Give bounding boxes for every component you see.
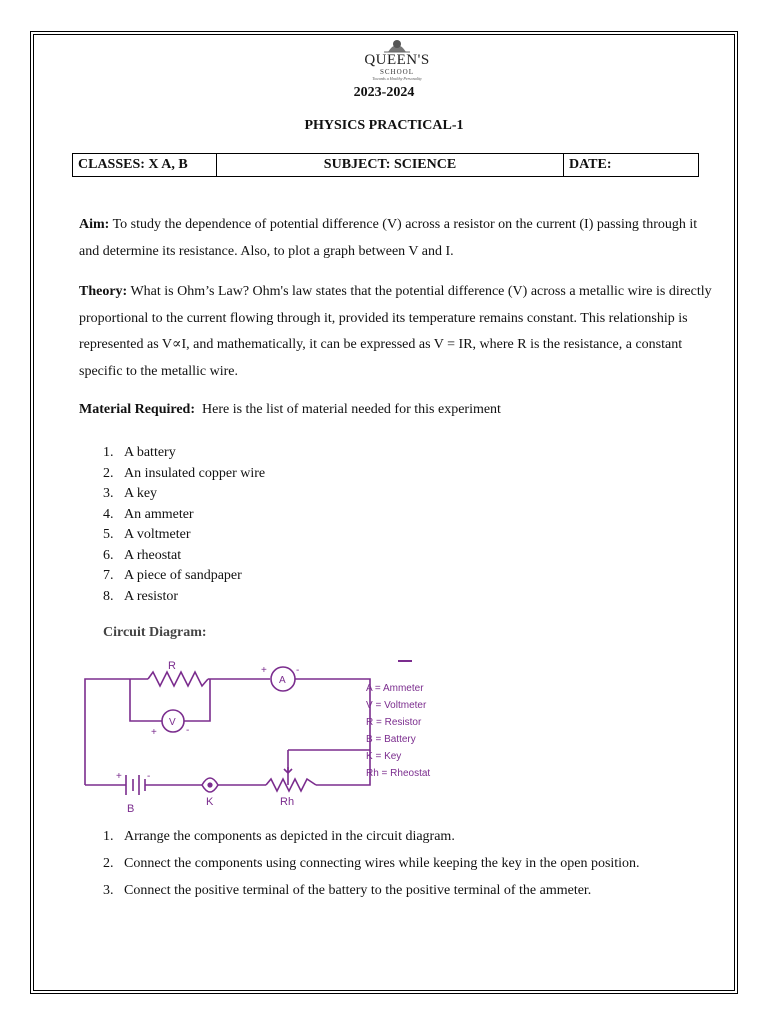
date-cell: DATE: — [564, 154, 699, 177]
academic-year: 2023-2024 — [353, 85, 415, 100]
list-item: 3. Connect the positive terminal of the battery to the positive terminal of the ammeter. — [103, 883, 592, 898]
rheostat-arrow — [284, 767, 292, 773]
material-heading — [79, 402, 501, 418]
label-b-minus: - — [147, 771, 151, 782]
list-item: 4. An ammeter — [103, 506, 194, 522]
legend-item: A = Ammeter — [366, 683, 424, 694]
label-v-plus: + — [151, 727, 157, 738]
list-item: 2. Connect the components using connecting wires while keeping the key in the open position. — [103, 856, 640, 871]
wire-bottom-far — [316, 750, 370, 785]
label-a: A — [279, 675, 286, 686]
label-v: V — [169, 717, 176, 728]
legend-item: Rh = Rheostat — [366, 768, 431, 779]
legend-item: V = Voltmeter — [366, 700, 427, 711]
logo-text: QUEEN'S — [364, 52, 430, 68]
label-k: K — [206, 796, 214, 808]
list-item: 5. A voltmeter — [103, 527, 191, 542]
label-r: R — [168, 660, 176, 672]
page-title: PHYSICS PRACTICAL-1 — [304, 118, 464, 133]
list-item: 7. A piece of sandpaper — [103, 568, 242, 583]
label-a-minus: - — [296, 665, 300, 676]
wire-top-right — [295, 679, 370, 715]
rheostat-symbol — [266, 779, 316, 791]
aim-text: To study the dependence of potential difference (V) across a resistor on the current (I) passing through it and determine its resistance. Also, to plot a graph between V and I. — [79, 217, 698, 259]
resistor-symbol — [148, 672, 208, 686]
procedure-steps — [103, 823, 640, 904]
subject-cell: SUBJECT: SCIENCE — [217, 154, 564, 177]
label-b-plus: + — [116, 771, 122, 782]
label-v-minus: - — [186, 725, 190, 736]
list-item: 1. A battery — [103, 445, 176, 460]
material-list — [103, 443, 265, 607]
list-item: 2. An insulated copper wire — [103, 465, 266, 481]
theory-text: What is Ohm’s Law? Ohm's law states that the potential difference (V) across a metallic wire is directly proportional to the current flowing through it, provided its temperature remains constant. This relationship is represented as V∝I, and mathematically, it can be expressed as V = IR, where R is the resistance, a constant specific to the metallic wire. — [79, 284, 712, 379]
aim-label: Aim: — [79, 217, 110, 232]
circuit-legend — [366, 680, 430, 782]
info-table — [72, 153, 699, 177]
logo-tagline: Towards a Healthy Personality — [372, 76, 422, 81]
list-item: 6. A rheostat — [103, 547, 182, 563]
legend-item: R = Resistor — [366, 717, 422, 728]
theory-label: Theory: — [79, 284, 128, 299]
theory-paragraph — [79, 279, 719, 385]
aim-paragraph — [79, 212, 719, 265]
wire-left — [85, 679, 151, 785]
legend-item: B = Battery — [366, 734, 416, 745]
list-item: 1. Arrange the components as depicted in the circuit diagram. — [103, 829, 455, 844]
key-dot — [208, 783, 212, 787]
circuit-diagram-title: Circuit Diagram: — [103, 625, 207, 640]
wire-voltmeter-left — [130, 679, 162, 721]
wire-right-down — [288, 715, 370, 750]
label-rh: Rh — [280, 796, 295, 808]
legend-item: K = Key — [366, 751, 402, 762]
material-text: Here is the list of material needed for this experiment — [195, 402, 501, 417]
classes-cell: CLASSES: X A, B — [73, 154, 217, 177]
list-item: 8. A resistor — [103, 588, 179, 604]
label-a-plus: + — [261, 665, 267, 676]
legend-mark — [398, 660, 412, 662]
material-label: Material Required: — [79, 402, 195, 417]
list-item: 3. A key — [103, 486, 158, 501]
logo-subtext: SCHOOL — [379, 68, 414, 76]
school-logo — [352, 36, 442, 82]
label-b: B — [127, 803, 135, 815]
